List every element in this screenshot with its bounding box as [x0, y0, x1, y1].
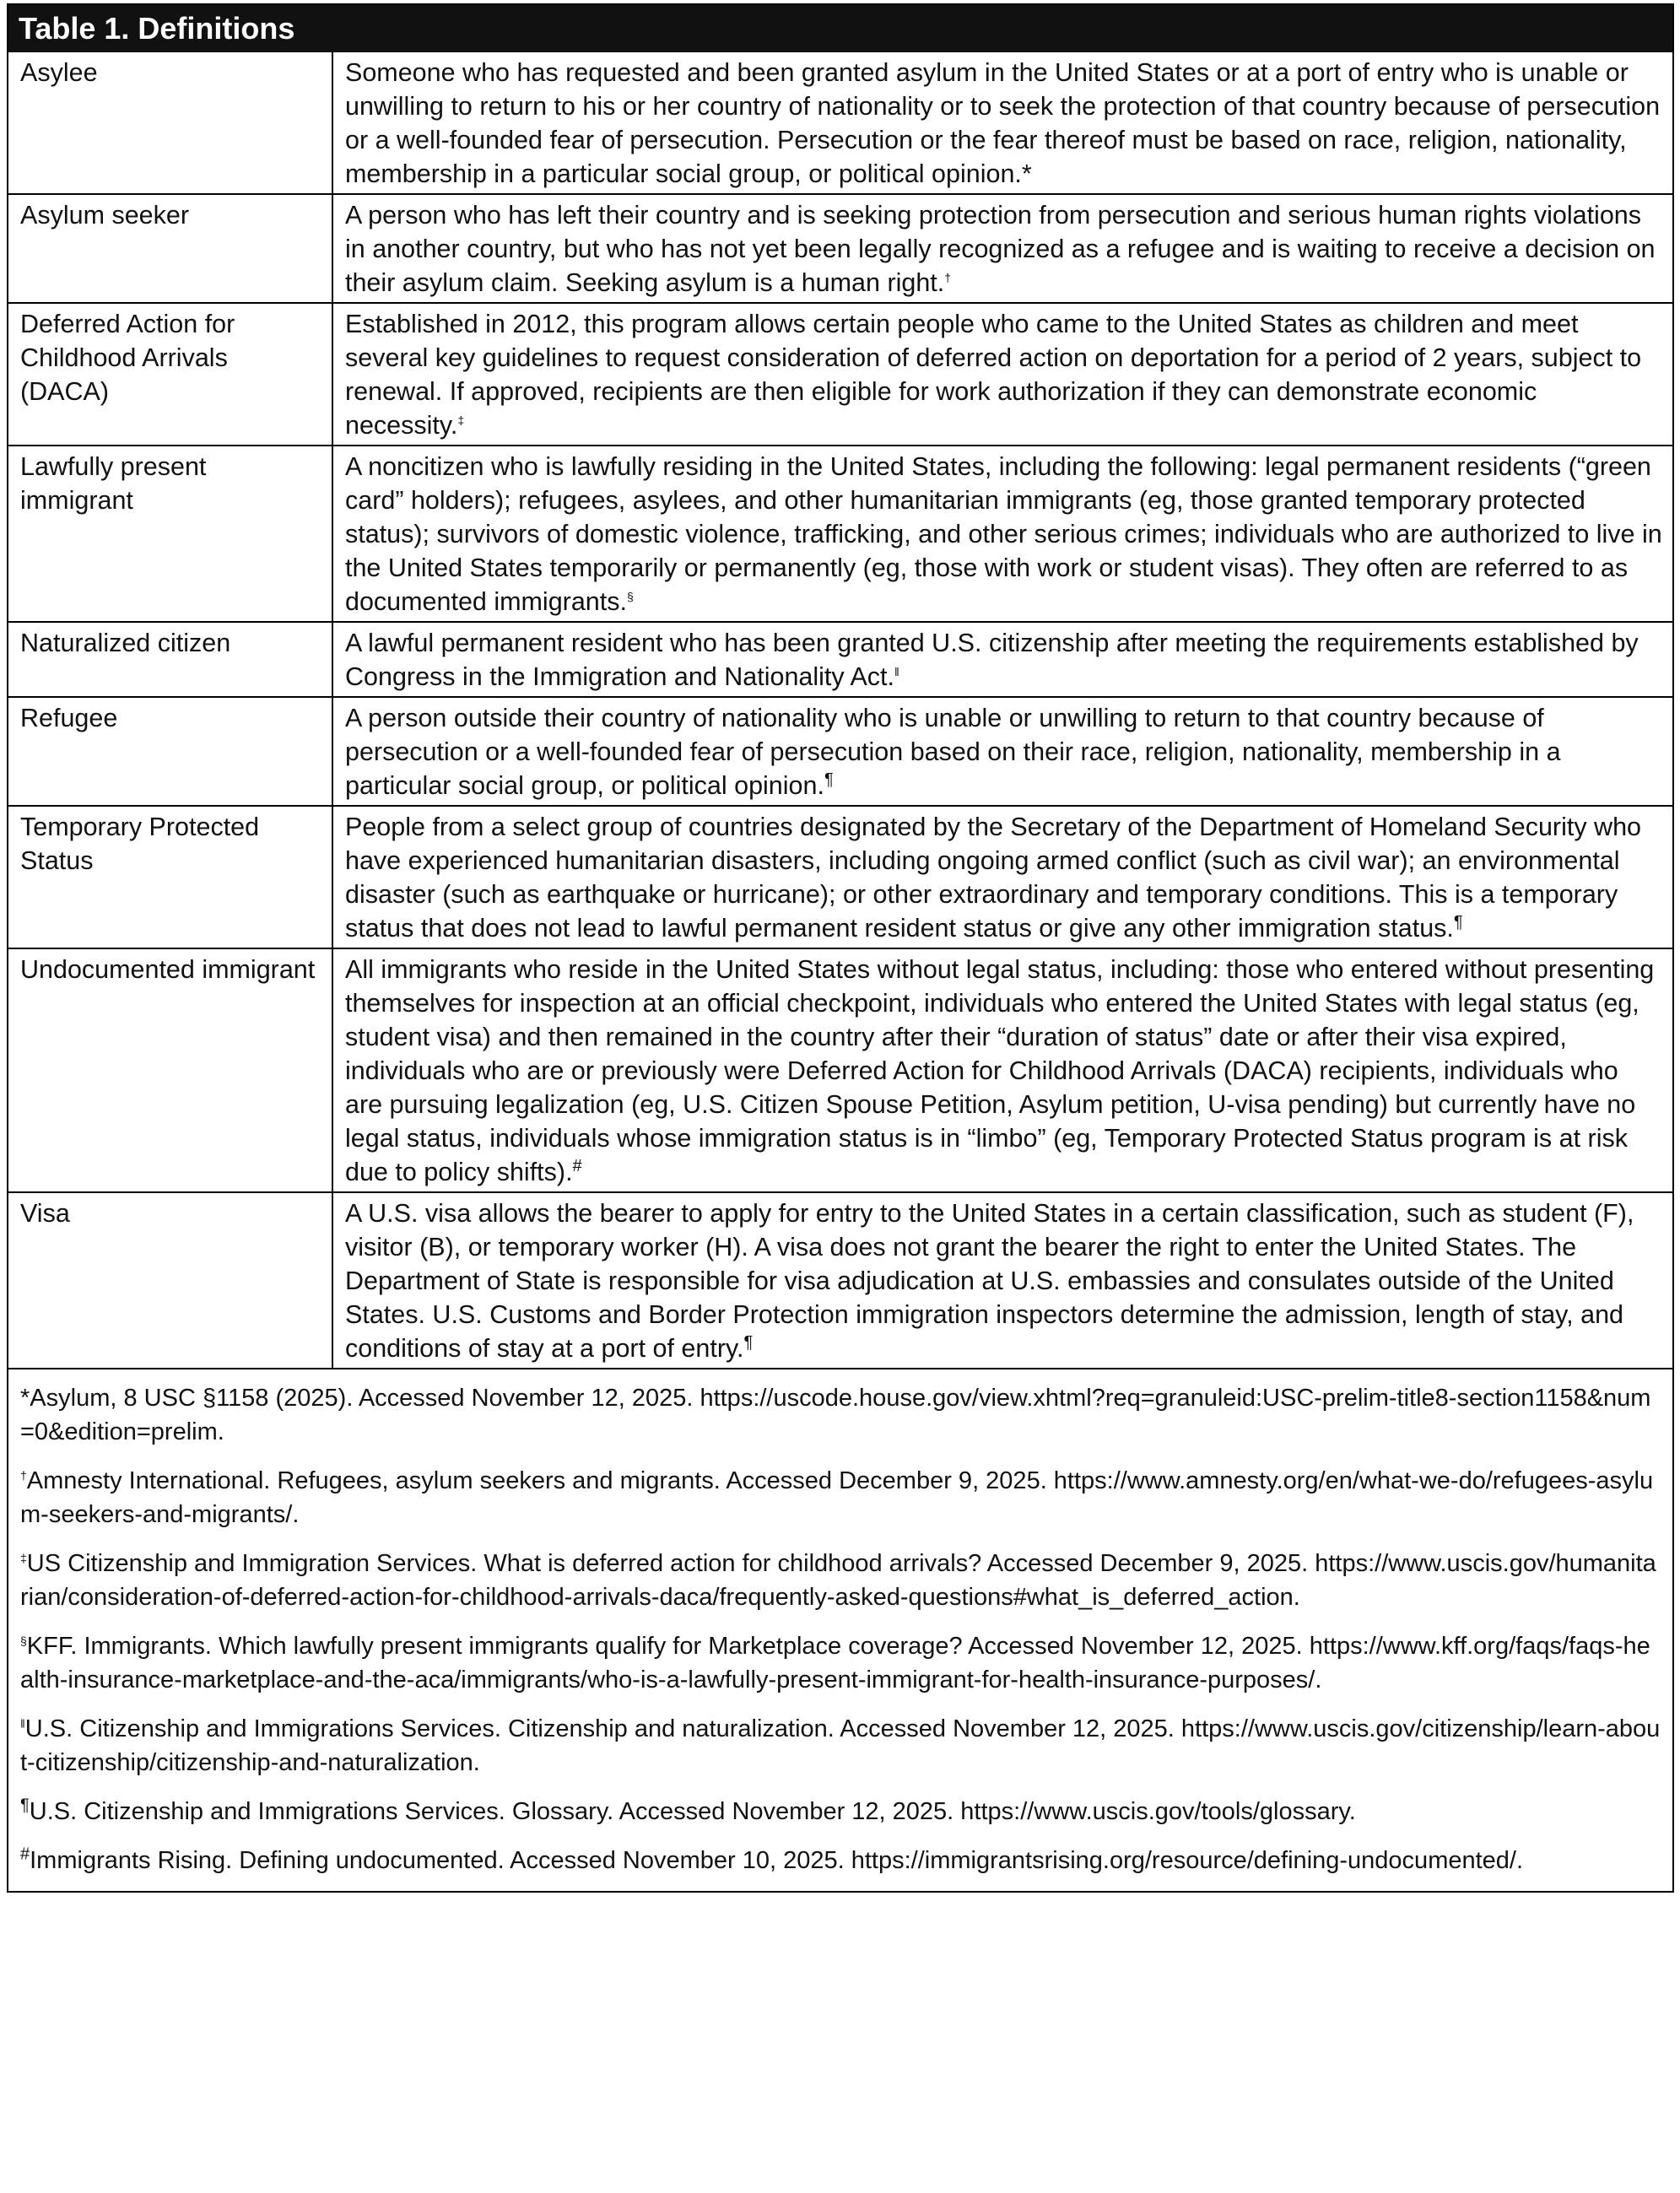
definition-text: All immigrants who reside in the United States without legal status, including: those who entered without presenting themselves for inspection at an official checkpoint, individuals who entered the United States with legal status (eg, student visa) and then remained in the country after their “duration of status” date or after their visa expired, individuals who are or previously were Deferred Action for Childhood Arrivals (DACA) recipients, individuals who are pursuing legalization (eg, U.S. Citizen Spouse Petition, Asylum petition, U-visa pending) but currently have no legal status, individuals whose immigration status is in “limbo” (eg, Temporary Protected Status program is at risk due to policy shifts). [345, 955, 1655, 1186]
footnote-mark: ‡ [457, 413, 465, 427]
footnote-mark: ¶ [743, 1332, 754, 1352]
term-cell: Undocumented immigrant [8, 948, 332, 1192]
table-row [8, 948, 1672, 1192]
footnote [20, 1795, 1662, 1828]
footnote [20, 1381, 1662, 1449]
footnote [20, 1712, 1662, 1780]
term-cell: Lawfully present immigrant [8, 446, 332, 622]
footnote-mark: # [20, 1845, 30, 1864]
footnote-text: Amnesty International. Refugees, asylum seekers and migrants. Accessed December 9, 2025. https://www.amnesty.org/en/what-we-do/refugees-asylum-seekers-and-migrants/. [20, 1467, 1654, 1528]
term-cell: Temporary Protected Status [8, 806, 332, 948]
footnote [20, 1547, 1662, 1614]
footnote [20, 1464, 1662, 1531]
term-cell: Deferred Action for Childhood Arrivals (DACA) [8, 303, 332, 446]
definition-cell [332, 52, 1672, 194]
footnote-text: Immigrants Rising. Defining undocumented. Accessed November 10, 2025. https://immigrantsrising.org/resource/defining-undocumented/. [30, 1847, 1524, 1874]
footnote-mark: † [944, 270, 952, 284]
definitions-table [7, 3, 1674, 1893]
definition-text: People from a select group of countries designated by the Secretary of the Department of Homeland Security who have experienced humanitarian disasters, including ongoing armed conflict (such as civil war); an environmental disaster (such as earthquake or hurricane); or other extraordinary and temporary conditions. This is a temporary status that does not lead to lawful permanent resident status or give any other immigration status. [345, 813, 1642, 943]
table-row [8, 622, 1672, 697]
term-cell: Asylum seeker [8, 194, 332, 303]
table-row [8, 52, 1672, 194]
table-title: Table 1. Definitions [8, 5, 1672, 52]
footnote-mark: ¶ [1453, 912, 1463, 932]
footnote [20, 1844, 1662, 1877]
definition-cell [332, 697, 1672, 806]
definition-text: A noncitizen who is lawfully residing in the United States, including the following: legal permanent residents (“green card” holders); refugees, asylees, and other humanitarian immigrants (eg, those granted temporary protected status); survivors of domestic violence, trafficking, and other serious crimes; individuals who are authorized to live in the United States temporarily or permanently (eg, those with work or student visas). They often are referred to as documented immigrants. [345, 452, 1662, 616]
footnote [20, 1629, 1662, 1697]
table-row [8, 446, 1672, 622]
footnote-mark: § [20, 1634, 27, 1648]
definition-text: Someone who has requested and been granted asylum in the United States or at a port of entry who is unable or unwilling to return to his or her country of nationality or to seek the protection of that country because of persecution or a well-founded fear of persecution. Persecution or the fear thereof must be based on race, religion, nationality, membership in a particular social group, or political opinion.* [345, 58, 1661, 188]
definition-cell [332, 194, 1672, 303]
table-row [8, 194, 1672, 303]
table-row [8, 697, 1672, 806]
footnote-mark: § [626, 589, 634, 603]
footnote-text: U.S. Citizenship and Immigrations Services. Glossary. Accessed November 12, 2025. https://www.uscis.gov/tools/glossary. [29, 1798, 1356, 1825]
footnote-mark: ‖ [894, 664, 899, 678]
definition-text: Established in 2012, this program allows certain people who came to the United States as children and meet several key guidelines to request consideration of deferred action on deportation for a period of 2 years, subject to renewal. If approved, recipients are then eligible for work authorization if they can demonstrate economic necessity. [345, 310, 1642, 440]
term-cell: Asylee [8, 52, 332, 194]
footnote-mark: ¶ [824, 770, 834, 789]
term-cell: Visa [8, 1192, 332, 1369]
footnote-text: US Citizenship and Immigration Services. What is deferred action for childhood arrivals? Accessed December 9, 2025. https://www.uscis.gov/humanitarian/consideration-of-deferred-action-for-childhood-arrivals-daca/frequently-asked-questions#what_is_deferred_action. [20, 1550, 1656, 1611]
definition-text: A person outside their country of nationality who is unable or unwilling to return to that country because of persecution or a well-founded fear of persecution based on their race, religion, nationality, membership in a particular social group, or political opinion. [345, 704, 1561, 800]
table-row [8, 303, 1672, 446]
footnote-mark: † [20, 1468, 27, 1483]
definition-cell [332, 948, 1672, 1192]
definition-text: A lawful permanent resident who has been granted U.S. citizenship after meeting the requirements established by Congress in the Immigration and Nationality Act. [345, 629, 1639, 691]
footnotes-section [8, 1369, 1672, 1891]
footnote-text: U.S. Citizenship and Immigrations Services. Citizenship and naturalization. Accessed November 12, 2025. https://www.uscis.gov/citizenship/learn-about-citizenship/citizenship-and-naturalization. [20, 1715, 1661, 1776]
definition-cell [332, 303, 1672, 446]
definitions-grid [8, 52, 1672, 1369]
term-cell: Refugee [8, 697, 332, 806]
footnote-mark: ¶ [20, 1796, 30, 1815]
definition-cell [332, 622, 1672, 697]
table-row [8, 1192, 1672, 1369]
footnote-text: KFF. Immigrants. Which lawfully present immigrants qualify for Marketplace coverage? Accessed November 12, 2025. https://www.kff.org/faqs/faqs-health-insurance-marketplace-and-the-aca/immigrants/who-is-a-lawfully-present-immigrant-for-health-insurance-purposes/. [20, 1633, 1650, 1693]
footnote-mark: ‡ [20, 1551, 27, 1565]
definition-cell [332, 806, 1672, 948]
footnote-text: *Asylum, 8 USC §1158 (2025). Accessed November 12, 2025. https://uscode.house.gov/view.xhtml?req=granuleid:USC-prelim-title8-section1158&num=0&edition=prelim. [20, 1385, 1651, 1445]
footnote-mark: ‖ [20, 1716, 25, 1731]
definition-cell [332, 1192, 1672, 1369]
definition-text: A person who has left their country and is seeking protection from persecution and serious human rights violations in another country, but who has not yet been legally recognized as a refugee and is waiting to receive a decision on their asylum claim. Seeking asylum is a human right. [345, 201, 1656, 297]
term-cell: Naturalized citizen [8, 622, 332, 697]
definition-cell [332, 446, 1672, 622]
table-row [8, 806, 1672, 948]
definition-text: A U.S. visa allows the bearer to apply for entry to the United States in a certain classification, such as student (F), visitor (B), or temporary worker (H). A visa does not grant the bearer the right to enter the United States. The Department of State is responsible for visa adjudication at U.S. embassies and consulates outside of the United States. U.S. Customs and Border Protection immigration inspectors determine the admission, length of stay, and conditions of stay at a port of entry. [345, 1199, 1634, 1363]
footnote-mark: # [572, 1156, 582, 1175]
